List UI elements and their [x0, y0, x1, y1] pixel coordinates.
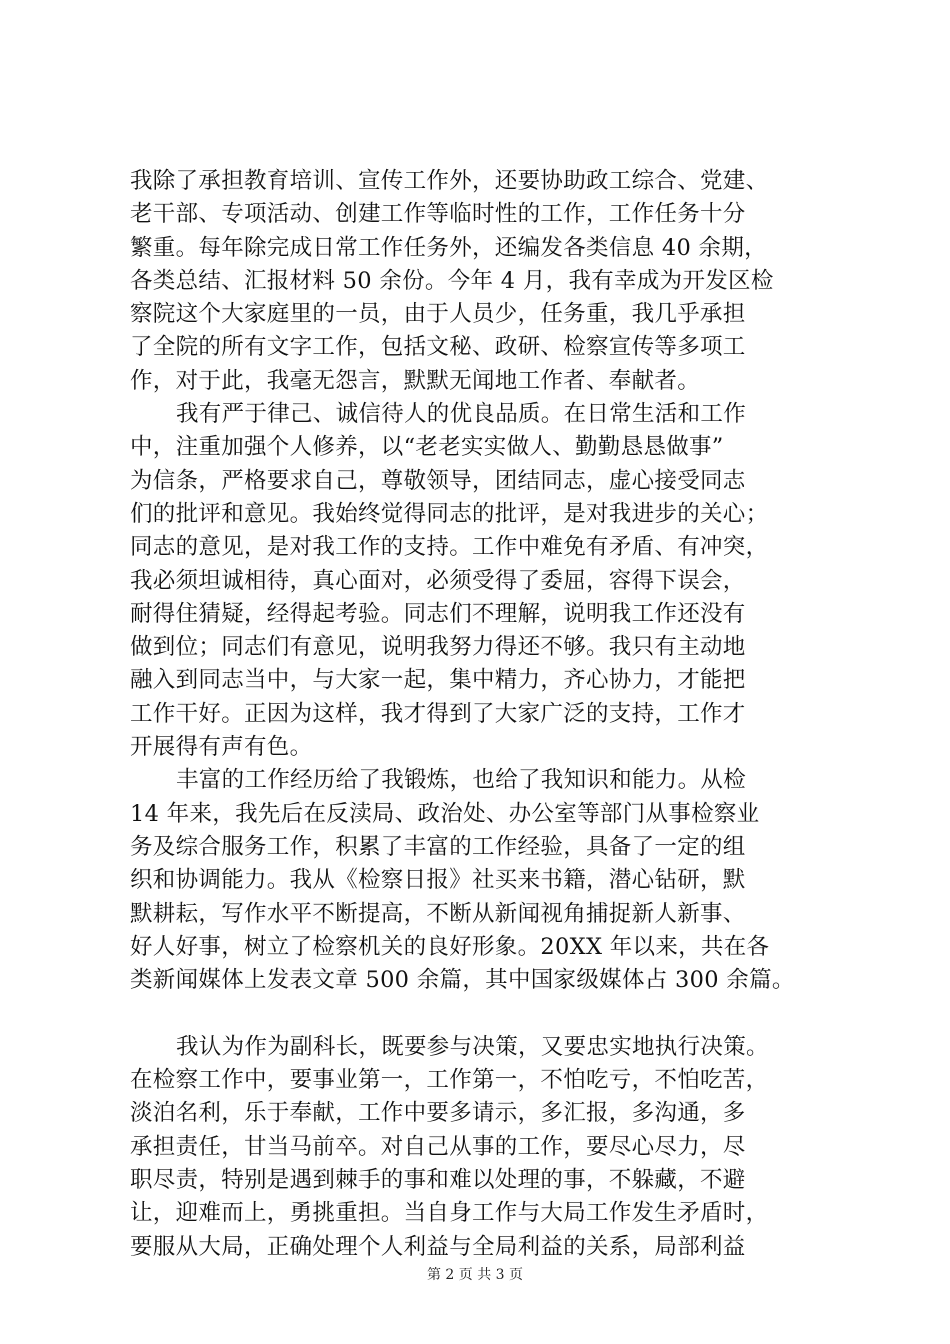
text-line: 繁重。每年除完成日常工作任务外，还编发各类信息 40 余期， [130, 234, 767, 261]
document-body [130, 165, 835, 1264]
text-line: 各类总结、汇报材料 50 余份。今年 4 月，我有幸成为开发区检 [130, 267, 774, 294]
text-line: 开展得有声有色。 [130, 734, 313, 761]
text-line: 融入到同志当中，与大家一起，集中精力，齐心协力，才能把 [130, 667, 746, 694]
paragraph-gap [130, 997, 835, 1030]
text-line: 务及综合服务工作，积累了丰富的工作经验，具备了一定的组 [130, 833, 746, 860]
text-line: 在检察工作中，要事业第一，工作第一，不怕吃亏，不怕吃苦， [130, 1067, 769, 1094]
text-line: 们的批评和意见。我始终觉得同志的批评，是对我进步的关心； [130, 500, 769, 527]
text-line: 工作干好。正因为这样，我才得到了大家广泛的支持，工作才 [130, 700, 746, 727]
text-line: 好人好事，树立了检察机关的良好形象。20XX 年以来，共在各 [130, 933, 770, 960]
text-line: 要服从大局，正确处理个人利益与全局利益的关系，局部利益 [130, 1233, 746, 1260]
text-line: 织和协调能力。我从《检察日报》社买来书籍，潜心钻研，默 [130, 867, 746, 894]
text-line: 我认为作为副科长，既要参与决策，又要忠实地执行决策。 [176, 1033, 769, 1060]
text-line: 承担责任，甘当马前卒。对自己从事的工作，要尽心尽力，尽 [130, 1133, 746, 1160]
text-line: 让，迎难而上，勇挑重担。当自身工作与大局工作发生矛盾时， [130, 1200, 769, 1227]
text-line: 淡泊名利，乐于奉献，工作中要多请示，多汇报，多沟通，多 [130, 1100, 746, 1127]
text-line: 默耕耘，写作水平不断提高，不断从新闻视角捕捉新人新事、 [130, 900, 746, 927]
text-line: 做到位；同志们有意见，说明我努力得还不够。我只有主动地 [130, 634, 746, 661]
text-line: 我除了承担教育培训、宣传工作外，还要协助政工综合、党建、 [130, 168, 769, 194]
page-footer: 第 2 页 共 3 页 [426, 1267, 524, 1283]
text-line: 老干部、专项活动、创建工作等临时性的工作，工作任务十分 [130, 201, 746, 228]
text-line: 14 年来，我先后在反渎局、政治处、办公室等部门从事检察业 [130, 800, 760, 827]
text-line: 类新闻媒体上发表文章 500 余篇，其中国家级媒体占 300 余篇。 [130, 967, 795, 994]
text-line: 中，注重加强个人修养，以“老老实实做人、勤勤恳恳做事” [130, 434, 724, 461]
text-line: 作，对于此，我毫无怨言，默默无闻地工作者、奉献者。 [130, 367, 701, 394]
text-line: 我必须坦诚相待，真心面对，必须受得了委屈，容得下误会， [130, 567, 746, 594]
text-line: 同志的意见，是对我工作的支持。工作中难免有矛盾、有冲突， [130, 534, 769, 561]
text-line: 丰富的工作经历给了我锻炼，也给了我知识和能力。从检 [176, 767, 747, 794]
text-line: 了全院的所有文字工作，包括文秘、政研、检察宣传等多项工 [130, 334, 746, 361]
text-line: 职尽责，特别是遇到棘手的事和难以处理的事，不躲藏，不避 [130, 1166, 746, 1193]
text-line: 我有严于律己、诚信待人的优良品质。在日常生活和工作 [176, 401, 747, 428]
text-line: 察院这个大家庭里的一员，由于人员少，任务重，我几乎承担 [130, 301, 746, 328]
text-line: 耐得住猜疑，经得起考验。同志们不理解，说明我工作还没有 [130, 600, 746, 627]
text-line: 为信条，严格要求自己，尊敬领导，团结同志，虚心接受同志 [130, 467, 746, 494]
